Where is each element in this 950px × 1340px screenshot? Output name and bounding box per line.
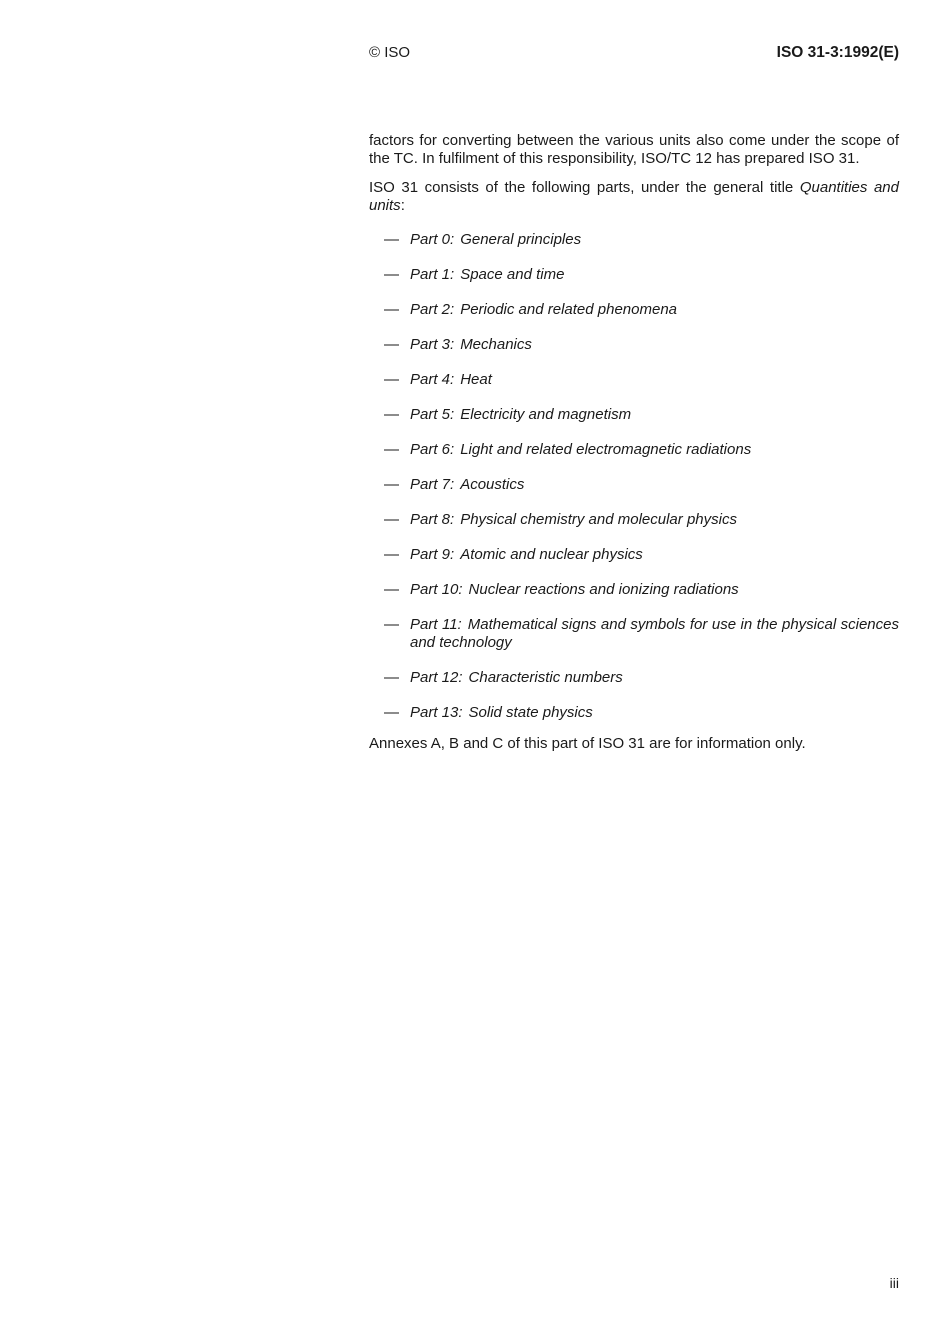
dash-bullet: — xyxy=(384,231,399,248)
dash-bullet: — xyxy=(384,441,399,458)
list-item xyxy=(369,616,899,651)
dash-bullet: — xyxy=(384,301,399,318)
dash-bullet: — xyxy=(384,511,399,528)
page-number: iii xyxy=(889,1275,899,1291)
dash-bullet: — xyxy=(384,668,399,686)
intro-paragraph: factors for converting between the various units also come under the scope of the TC. In fulfilment of this responsibility, ISO/TC 12 has prepared ISO 31. xyxy=(369,132,899,167)
part-label: Part 3: xyxy=(410,336,455,353)
part-label: Part 1: xyxy=(410,266,455,283)
parts-intro-tail: : xyxy=(400,196,405,214)
parts-intro-lead: ISO 31 consists of the following parts, under the general title xyxy=(369,179,800,196)
document-id-header: ISO 31-3:1992(E) xyxy=(776,44,899,61)
list-item xyxy=(369,669,899,687)
part-title: Periodic and related phenomena xyxy=(460,301,678,318)
parts-intro-paragraph xyxy=(369,179,899,214)
dash-bullet: — xyxy=(384,371,399,388)
list-item xyxy=(369,266,899,284)
part-title: Mathematical signs and symbols for use in the physical sciences and technology xyxy=(410,616,899,651)
list-item xyxy=(369,406,899,424)
list-item xyxy=(369,476,899,494)
general-title: Quantities and units xyxy=(369,179,899,214)
part-title: Heat xyxy=(460,371,492,388)
part-label: Part 2: xyxy=(410,301,455,318)
part-title: Space and time xyxy=(460,266,565,283)
parts-list xyxy=(369,231,899,721)
part-label: Part 5: xyxy=(410,406,455,423)
part-label: Part 10: xyxy=(410,581,463,598)
list-item xyxy=(369,581,899,599)
part-label: Part 13: xyxy=(410,703,463,721)
part-title: Solid state physics xyxy=(468,703,593,721)
copyright-header: © ISO xyxy=(369,44,411,61)
dash-bullet: — xyxy=(384,703,399,721)
part-title: Light and related electromagnetic radiations xyxy=(460,441,752,458)
part-label: Part 8: xyxy=(410,511,455,528)
part-label: Part 4: xyxy=(410,371,455,388)
part-label: Part 11: xyxy=(410,616,462,633)
list-item xyxy=(369,371,899,389)
part-title: Physical chemistry and molecular physics xyxy=(460,511,737,528)
part-title: Nuclear reactions and ionizing radiations xyxy=(468,581,739,598)
part-title: Atomic and nuclear physics xyxy=(460,546,643,563)
part-label: Part 12: xyxy=(410,668,463,686)
part-label: Part 0: xyxy=(410,231,455,248)
dash-bullet: — xyxy=(384,406,399,423)
part-title: Characteristic numbers xyxy=(468,668,623,686)
list-item xyxy=(369,511,899,529)
part-title: General principles xyxy=(460,231,582,248)
part-label: Part 9: xyxy=(410,546,455,563)
part-title: Acoustics xyxy=(460,476,525,493)
part-label: Part 7: xyxy=(410,476,455,493)
dash-bullet: — xyxy=(384,616,399,633)
annex-note: Annexes A, B and C of this part of ISO 31 are for information only. xyxy=(369,734,806,752)
dash-bullet: — xyxy=(384,266,399,283)
part-title: Mechanics xyxy=(460,336,532,353)
list-item xyxy=(369,704,899,722)
dash-bullet: — xyxy=(384,546,399,563)
list-item xyxy=(369,441,899,459)
part-title: Electricity and magnetism xyxy=(460,406,632,423)
dash-bullet: — xyxy=(384,476,399,493)
dash-bullet: — xyxy=(384,581,399,598)
page-body xyxy=(369,132,899,764)
list-item xyxy=(369,231,899,249)
list-item xyxy=(369,336,899,354)
list-item xyxy=(369,301,899,319)
list-item xyxy=(369,546,899,564)
part-label: Part 6: xyxy=(410,441,455,458)
dash-bullet: — xyxy=(384,336,399,353)
